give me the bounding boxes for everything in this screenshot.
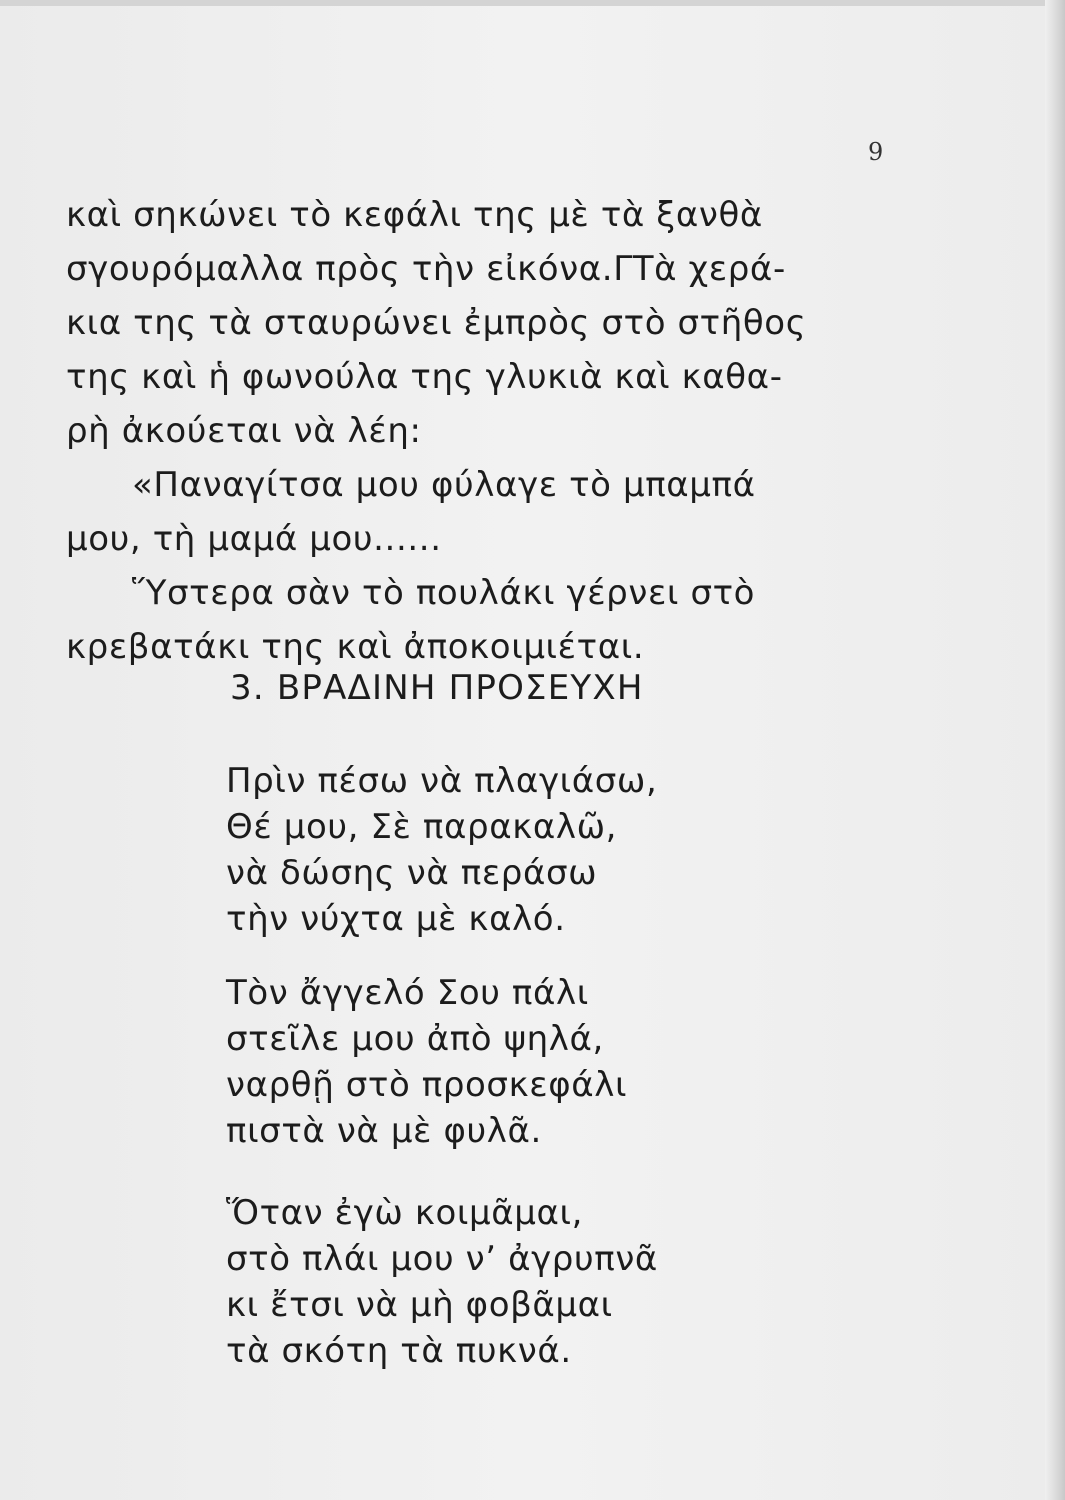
prose-line: κρεβατάκι της καὶ ἀποκοιμιέται. bbox=[66, 627, 645, 667]
prose-paragraphs bbox=[66, 188, 896, 674]
poem-stanza-2 bbox=[226, 970, 786, 1154]
page-right-edge bbox=[1045, 0, 1065, 1500]
poem-line: νὰ δώσης νὰ περάσω bbox=[226, 853, 598, 893]
poem-line: τὰ σκότη τὰ πυκνά. bbox=[226, 1331, 572, 1371]
poem-line: Τὸν ἄγγελό Σου πάλι bbox=[226, 973, 589, 1013]
poem-line: κι ἔτσι νὰ μὴ φοβᾶμαι bbox=[226, 1285, 613, 1325]
section-heading: 3. ΒΡΑΔΙΝΗ ΠΡΟΣΕΥΧΗ bbox=[230, 668, 644, 708]
poem-line: τὴν νύχτα μὲ καλό. bbox=[226, 899, 566, 939]
poem-stanza-3 bbox=[226, 1190, 786, 1374]
poem-line: Ὅταν ἐγὼ κοιμᾶμαι, bbox=[226, 1193, 583, 1233]
prose-line: «Παναγίτσα μου φύλαγε τὸ μπαμπά bbox=[132, 465, 756, 505]
prose-line: καὶ σηκώνει τὸ κεφάλι της μὲ τὰ ξανθὰ bbox=[66, 195, 763, 235]
poem-line: Πρὶν πέσω νὰ πλαγιάσω, bbox=[226, 761, 658, 801]
poem-line: πιστὰ νὰ μὲ φυλᾶ. bbox=[226, 1111, 542, 1151]
poem-stanza-1 bbox=[226, 758, 786, 942]
page-number: 9 bbox=[868, 138, 884, 166]
poem-line: στεῖλε μου ἀπὸ ψηλά, bbox=[226, 1019, 604, 1059]
prose-line: της καὶ ἡ φωνούλα της γλυκιὰ καὶ καθα- bbox=[66, 357, 783, 397]
prose-line: κια της τὰ σταυρώνει ἐμπρὸς στὸ στῆθος bbox=[66, 303, 807, 343]
poem-line: στὸ πλάι μου ν’ ἀγρυπνᾶ bbox=[226, 1239, 658, 1279]
page-top-edge bbox=[0, 0, 1065, 6]
poem-line: ναρθῇ στὸ προσκεφάλι bbox=[226, 1065, 628, 1105]
prose-line: Ὕστερα σὰν τὸ πουλάκι γέρνει στὸ bbox=[132, 573, 756, 613]
prose-line: μου, τὴ μαμά μου...... bbox=[66, 519, 442, 559]
prose-line: σγουρόμαλλα πρὸς τὴν εἰκόνα.ΓΤὰ χερά- bbox=[66, 249, 786, 289]
poem-line: Θέ μου, Σὲ παρακαλῶ, bbox=[226, 807, 618, 847]
prose-line: ρὴ ἀκούεται νὰ λέη: bbox=[66, 411, 422, 451]
